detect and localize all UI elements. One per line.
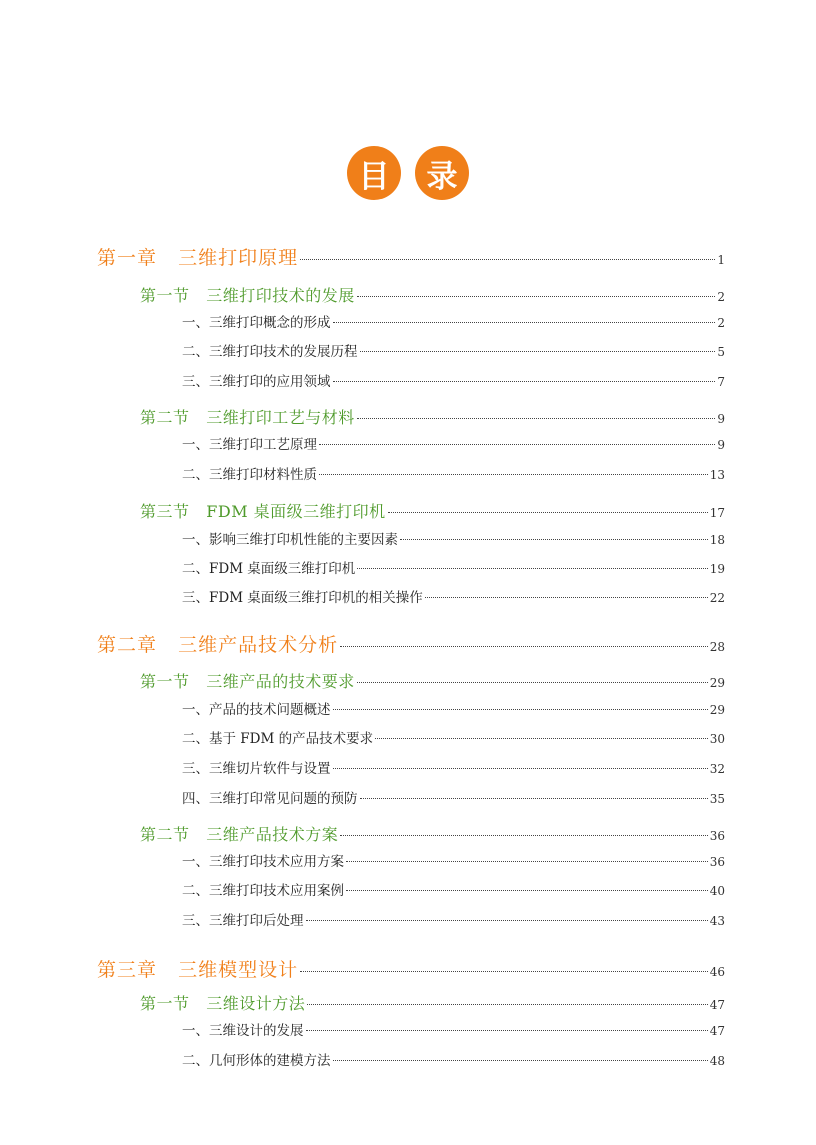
dot-leader (340, 646, 708, 647)
toc-entry-label: 三、FDM 桌面级三维打印机的相关操作 (182, 590, 423, 606)
toc-item-row[interactable] (182, 879, 725, 899)
toc-entry-label: 一、三维打印概念的形成 (182, 315, 331, 331)
toc-page-number: 22 (709, 591, 725, 605)
dot-leader (400, 539, 708, 540)
dot-leader (306, 920, 708, 921)
toc-page-number: 9 (717, 412, 725, 426)
toc-entry-label: 一、三维设计的发展 (182, 1023, 304, 1039)
toc-item-row[interactable] (182, 757, 725, 777)
toc-page-number: 47 (709, 1024, 725, 1038)
dot-leader (333, 709, 708, 710)
toc-item-row[interactable] (182, 311, 725, 331)
toc-page-number: 43 (709, 914, 725, 928)
dot-leader (346, 890, 708, 891)
toc-page-number: 46 (709, 965, 725, 979)
toc-item-row[interactable] (182, 909, 725, 929)
toc-page-number: 17 (709, 506, 725, 520)
toc-item-row[interactable] (182, 557, 725, 577)
dot-leader (319, 474, 708, 475)
toc-entry-label: 第一节 三维设计方法 (140, 994, 306, 1013)
toc-page-number: 2 (717, 290, 725, 304)
toc-item-row[interactable] (182, 528, 725, 548)
toc-item-row[interactable] (182, 370, 725, 390)
toc-page-number: 48 (709, 1054, 725, 1068)
dot-leader (307, 1004, 707, 1005)
toc-page-number: 47 (709, 998, 725, 1012)
toc-section-row[interactable] (140, 405, 725, 428)
toc-entry-label: 二、基于 FDM 的产品技术要求 (182, 731, 374, 747)
dot-leader (357, 682, 708, 683)
toc-item-row[interactable] (182, 433, 725, 453)
toc-entry-label: 一、三维打印技术应用方案 (182, 854, 344, 870)
toc-entry-label: 一、三维打印工艺原理 (182, 437, 317, 453)
toc-item-row[interactable] (182, 698, 725, 718)
toc-entry-label: 第二章 三维产品技术分析 (97, 634, 339, 656)
toc-entry-label: 一、影响三维打印机性能的主要因素 (182, 532, 398, 548)
toc-entry-label: 二、几何形体的建模方法 (182, 1053, 331, 1069)
toc-page-number: 2 (717, 316, 725, 330)
toc-entry-label: 四、三维打印常见问题的预防 (182, 791, 358, 807)
dot-leader (357, 568, 707, 569)
toc-item-row[interactable] (182, 463, 725, 483)
dot-leader (360, 798, 708, 799)
toc-chapter-row[interactable] (97, 955, 725, 982)
toc-section-row[interactable] (140, 822, 725, 845)
toc-title (0, 146, 816, 200)
toc-item-row[interactable] (182, 787, 725, 807)
dot-leader (357, 418, 716, 419)
dot-leader (346, 861, 708, 862)
toc-page-number: 29 (709, 703, 725, 717)
toc-page-number: 13 (709, 468, 725, 482)
dot-leader (340, 835, 707, 836)
toc-page-number: 19 (709, 562, 725, 576)
toc-section-row[interactable] (140, 283, 725, 306)
dot-leader (319, 444, 715, 445)
toc-section-row[interactable] (140, 499, 725, 522)
toc-entry-label: 第一章 三维打印原理 (97, 247, 299, 269)
toc-entry-label: 第二节 三维产品技术方案 (140, 825, 339, 844)
toc-entry-label: 二、三维打印技术的发展历程 (182, 344, 358, 360)
dot-leader (300, 971, 708, 972)
toc-page-number: 35 (709, 792, 725, 806)
dot-leader (306, 1030, 708, 1031)
toc-entry-label: 第一节 三维打印技术的发展 (140, 286, 355, 305)
toc-entry-label: 第三章 三维模型设计 (97, 959, 299, 981)
toc-item-row[interactable] (182, 727, 725, 747)
dot-leader (333, 1060, 708, 1061)
dot-leader (333, 381, 716, 382)
toc-item-row[interactable] (182, 340, 725, 360)
dot-leader (360, 351, 716, 352)
toc-section-row[interactable] (140, 991, 725, 1014)
toc-page-number: 32 (709, 762, 725, 776)
dot-leader (375, 738, 708, 739)
dot-leader (425, 597, 708, 598)
toc-page-number: 1 (717, 253, 725, 267)
toc-entry-label: 第二节 三维打印工艺与材料 (140, 408, 355, 427)
toc-page-number: 29 (709, 676, 725, 690)
toc-entry-label: 二、三维打印材料性质 (182, 467, 317, 483)
toc-entry-label: 一、产品的技术问题概述 (182, 702, 331, 718)
toc-chapter-row[interactable] (97, 243, 725, 270)
toc-page-number: 30 (709, 732, 725, 746)
toc-item-row[interactable] (182, 1049, 725, 1069)
toc-entry-label: 二、FDM 桌面级三维打印机 (182, 561, 356, 577)
toc-item-row[interactable] (182, 586, 725, 606)
toc-entry-label: 二、三维打印技术应用案例 (182, 883, 344, 899)
toc-entry-label: 三、三维打印后处理 (182, 913, 304, 929)
toc-page-number: 36 (709, 829, 725, 843)
toc-entry-label: 第一节 三维产品的技术要求 (140, 672, 355, 691)
toc-entry-label: 第三节 FDM 桌面级三维打印机 (140, 502, 386, 521)
title-circle-2: 录 (415, 146, 469, 200)
dot-leader (388, 512, 708, 513)
toc-item-row[interactable] (182, 850, 725, 870)
toc-page-number: 5 (717, 345, 725, 359)
toc-page-number: 7 (717, 375, 725, 389)
toc-page-number: 9 (717, 438, 725, 452)
dot-leader (333, 322, 716, 323)
toc-page-number: 40 (709, 884, 725, 898)
toc-item-row[interactable] (182, 1019, 725, 1039)
toc-page-number: 18 (709, 533, 725, 547)
toc-page-number: 28 (709, 640, 725, 654)
dot-leader (333, 768, 708, 769)
dot-leader (357, 296, 716, 297)
title-circle-1: 目 (347, 146, 401, 200)
toc-page-number: 36 (709, 855, 725, 869)
toc-section-row[interactable] (140, 669, 725, 692)
toc-chapter-row[interactable] (97, 630, 725, 657)
dot-leader (300, 259, 715, 260)
toc-entry-label: 三、三维切片软件与设置 (182, 761, 331, 777)
toc-entry-label: 三、三维打印的应用领域 (182, 374, 331, 390)
